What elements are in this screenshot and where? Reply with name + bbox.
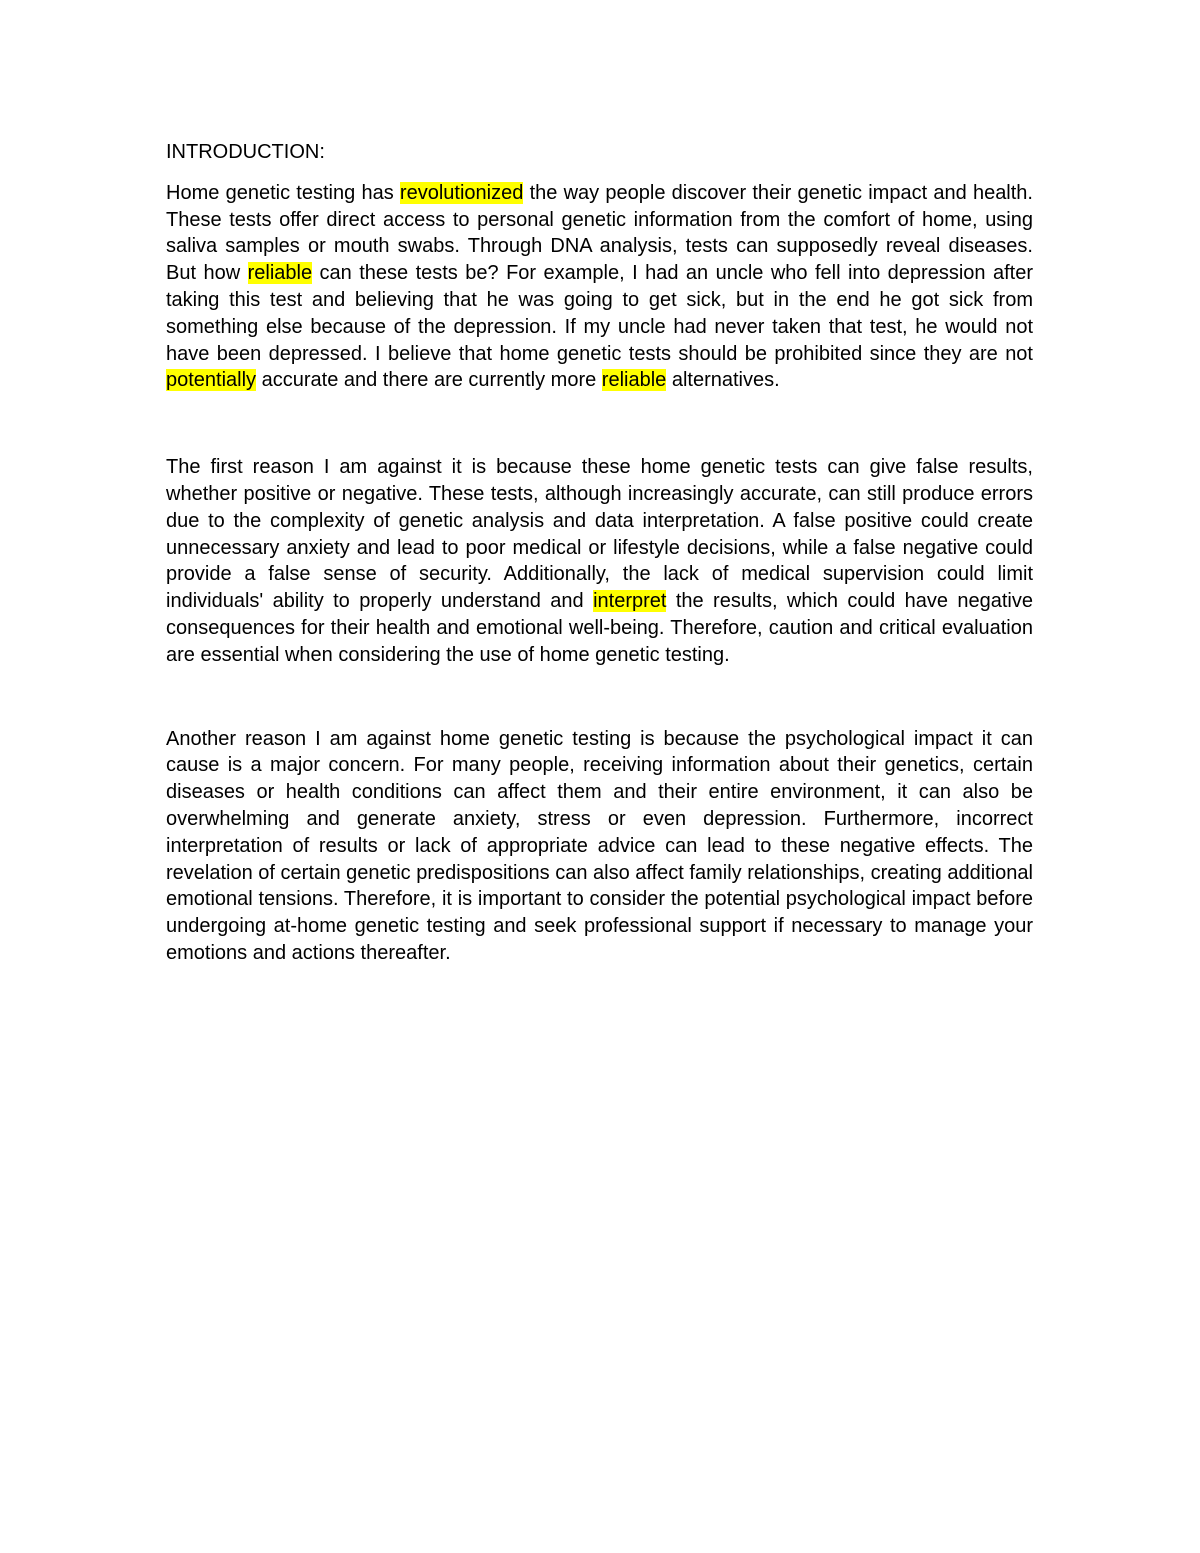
highlighted-word: reliable [601, 369, 667, 392]
highlighted-word: reliable [247, 262, 313, 285]
text-run: Another reason I am against home genetic testing is because the psychological impact it can cause is a major concern. For many people, receiving information about their genetics, certain diseases or health conditions can affect them and their entire environment, it can also be overwhelming and generate anxiety, stress or even depression. Furthermore, incorrect interpretation of results or lack of appropriate advice can lead to these negative effects. The revelation of certain genetic predispositions can also affect family relationships, creating additional emotional tensions. Therefore, it is important to consider the potential psychological impact before undergoing at-home genetic testing and seek professional support if necessary to manage your emotions and actions thereafter. [166, 727, 1033, 964]
paragraph-first-reason [166, 454, 1033, 668]
paragraph-introduction [166, 180, 1033, 394]
text-run: The first reason I am against it is because these home genetic tests can give false results, whether positive or negative. These tests, although increasingly accurate, can still produce errors due to the complexity of genetic analysis and data interpretation. A false positive could create unnecessary anxiety and lead to poor medical or lifestyle decisions, while a false negative could provide a false sense of security. Additionally, the lack of medical supervision could limit individuals' ability to properly understand and [166, 456, 1033, 613]
text-run: the results, which could have negative consequences for their health and emotional well-being. Therefore, caution and critical evaluation are essential when considering the use of home genetic testing. [166, 590, 1033, 666]
document-body [166, 139, 1033, 967]
highlighted-word: interpret [593, 590, 667, 613]
text-run: the way people discover their genetic impact and health. These tests offer direct access to personal genetic information from the comfort of home, using saliva samples or mouth swabs. Through DNA analysis, tests can supposedly reveal diseases. But how [166, 181, 1033, 285]
paragraph-second-reason [166, 726, 1033, 967]
section-heading: INTRODUCTION: [166, 141, 325, 163]
highlighted-word: revolutionized [399, 181, 524, 204]
text-run: can these tests be? For example, I had an uncle who fell into depression after taking this test and believing that he was going to get sick, but in the end he got sick from something else because of the depression. If my uncle had never taken that test, he would not have been depressed. I believe that home genetic tests should be prohibited since they are not [166, 262, 1033, 365]
text-run: alternatives. [666, 369, 780, 392]
text-run: Home genetic testing has [166, 181, 400, 204]
highlighted-word: potentially [166, 369, 257, 392]
text-run: accurate and there are currently more [256, 369, 602, 392]
